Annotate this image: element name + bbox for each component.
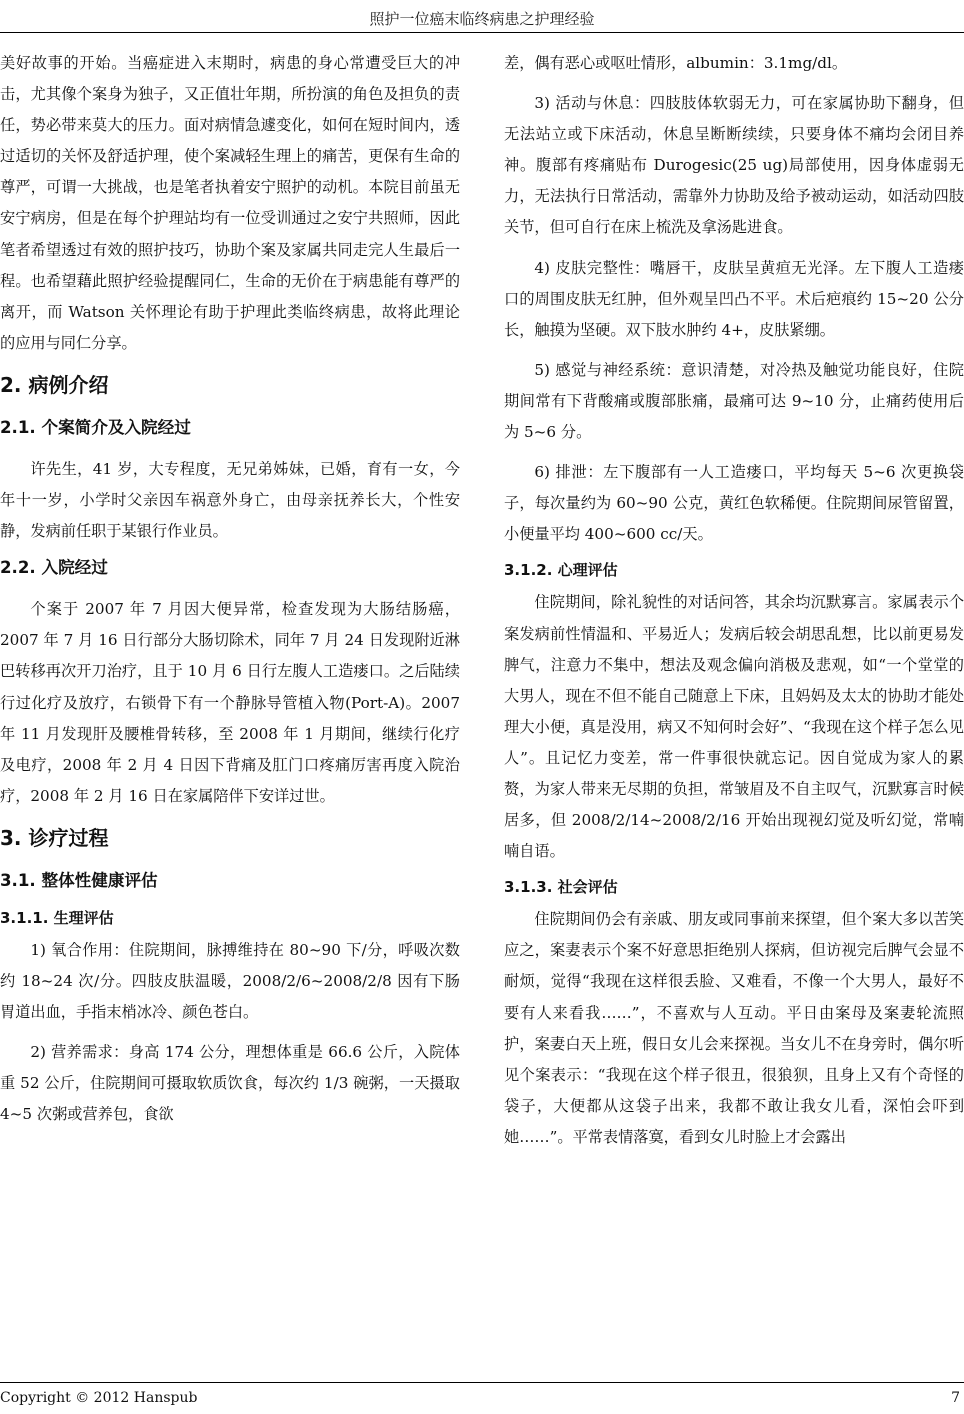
running-header: 照护一位癌末临终病患之护理经验 xyxy=(369,10,595,28)
header-rule xyxy=(0,32,964,33)
physio-item-1: 1) 氧合作用：住院期间，脉搏维持在 80~90 下/分，呼吸次数约 18~24 次/分。四肢皮肤温暖，2008/2/6~2008/2/8 因有下肠胃道出血，手指末梢冰冷、颜色苍白。 xyxy=(0,940,460,1022)
psych-paragraph: 住院期间，除礼貌性的对话问答，其余均沉默寡言。家属表示个案发病前性情温和、平易近人；发病后较会胡思乱想，比以前更易发脾气，注意力不集中，想法及观念偏向消极及悲观，如“一个堂堂的大男人，现在不但不能自己随意上下床，且妈妈及太太的协助才能处理大小便，真是没用，病又不知何时会好”、“我现在这个样子怎么见人”。且记忆力变差，常一件事很快就忘记。因自觉成为家人的累赘，为家人带来无尽期的负担，常皱眉及不自主叹气，沉默寡言时候居多，但 2008/2/14~2008/2/16 开始出现视幻觉及听幻觉，常喃喃自语。 xyxy=(504,593,964,861)
physio-item-6: 6) 排泄：左下腹部有一人工造瘘口，平均每天 5~6 次更换袋子，每次量约为 60~90 公克，黄红色软稀便。住院期间尿管留置，小便量平均 400~600 cc/天。 xyxy=(504,463,964,544)
left-column xyxy=(0,48,460,1139)
subsubsection-heading-social: 3.1.3. 社会评估 xyxy=(504,878,618,897)
section-heading-process: 3. 诊疗过程 xyxy=(0,825,109,850)
case-brief-paragraph: 许先生，41 岁，大专程度，无兄弟姊妹，已婚，育有一女，今年十一岁，小学时父亲因车祸意外身亡，由母亲抚养长大，个性安静，发病前任职于某银行作业员。 xyxy=(0,459,460,541)
social-paragraph: 住院期间仍会有亲戚、朋友或同事前来探望，但个案大多以苦笑应之，案妻表示个案不好意思拒绝别人探病，但访视完后脾气会显不耐烦，觉得“我现在这样很丢脸、又难看，不像一个大男人，最好不要有人来看我……”，不喜欢与人互动。平日由案母及案妻轮流照护，案妻白天上班，假日女儿会来探视。当女儿不在身旁时，偶尔听见个案表示：“我现在这个样子很丑，很狼狈，且身上又有个奇怪的袋子，大便都从这袋子出来，我都不敢让我女儿看，深怕会吓到她……”。平常表情落寞，看到女儿时脸上才会露出 xyxy=(504,910,964,1146)
right-column xyxy=(504,48,964,1162)
physio-item-5: 5) 感觉与神经系统：意识清楚，对冷热及触觉功能良好，住院期间常有下背酸痛或腹部胀痛，最痛可达 9~10 分，止痛药使用后为 5~6 分。 xyxy=(504,360,964,442)
physio-item-4: 4) 皮肤完整性：嘴唇干，皮肤呈黄疸无光泽。左下腹人工造瘘口的周围皮肤无红肿，但外观呈凹凸不平。术后疤痕约 15~20 公分长，触摸为坚硬。双下肢水肿约 4+，皮肤紧绷。 xyxy=(504,258,964,339)
copyright-notice: Copyright © 2012 Hanspub xyxy=(0,1390,198,1406)
page-number: 7 xyxy=(951,1390,960,1406)
admission-paragraph: 个案于 2007 年 7 月因大便异常，检查发现为大肠结肠癌，2007 年 7 月 16 日行部分大肠切除术，同年 7 月 24 日发现附近淋巴转移再次开刀治疗，且于 10 月 6 日行左腹人工造瘘口。之后陆续行过化疗及放疗，右锁骨下有一个静脉导管植入物(Port-A)。2007 年 11 月发现肝及腰椎骨转移，至 2008 年 1 月期间，继续行化疗及电疗，2008 年 2 月 4 日因下背痛及肛门口疼痛厉害再度入院治疗，2008 年 2 月 16 日在家属陪伴下安详过世。 xyxy=(0,600,460,805)
subsection-heading-assessment: 3.1. 整体性健康评估 xyxy=(0,870,158,890)
footer-rule xyxy=(0,1382,964,1383)
physio-item-2-continued: 差，偶有恶心或呕吐情形，albumin：3.1mg/dl。 xyxy=(504,54,848,72)
physio-item-2: 2) 营养需求：身高 174 公分，理想体重是 66.6 公斤，入院体重 52 公斤，住院期间可摄取软质饮食，每次约 1/3 碗粥，一天摄取 4~5 次粥或营养包，食欲 xyxy=(0,1043,460,1124)
subsection-heading-case-brief: 2.1. 个案简介及入院经过 xyxy=(0,417,191,437)
subsection-heading-admission: 2.2. 入院经过 xyxy=(0,558,108,578)
subsubsection-heading-physio: 3.1.1. 生理评估 xyxy=(0,908,114,927)
intro-paragraph: 美好故事的开始。当癌症进入末期时，病患的身心常遭受巨大的冲击，尤其像个案身为独子，又正值壮年期，所扮演的角色及担负的责任，势必带来莫大的压力。面对病情急遽变化，如何在短时间内，透过适切的关怀及舒适护理，使个案减轻生理上的痛苦，更保有生命的尊严，可谓一大挑战，也是笔者执着安宁照护的动机。本院目前虽无安宁病房，但是在每个护理站均有一位受训通过之安宁共照师，因此笔者希望透过有效的照护技巧，协助个案及家属共同走完人生最后一程。也希望藉此照护经验提醒同仁，生命的无价在于病患能有尊严的离开，而 Watson 关怀理论有助于护理此类临终病患，故将此理论的应用与同仁分享。 xyxy=(0,54,460,352)
section-heading-case: 2. 病例介绍 xyxy=(0,372,109,397)
subsubsection-heading-psych: 3.1.2. 心理评估 xyxy=(504,561,618,580)
physio-item-3: 3) 活动与休息：四肢肢体软弱无力，可在家属协助下翻身，但无法站立或下床活动，休息呈断断续续，只要身体不痛均会闭目养神。腹部有疼痛贴布 Durogesic(25 ug)局部使用，因身体虚弱无力，无法执行日常活动，需靠外力协助及给予被动运动，如活动四肢关节，但可自行在床上梳洗及拿汤匙进食。 xyxy=(504,94,964,237)
